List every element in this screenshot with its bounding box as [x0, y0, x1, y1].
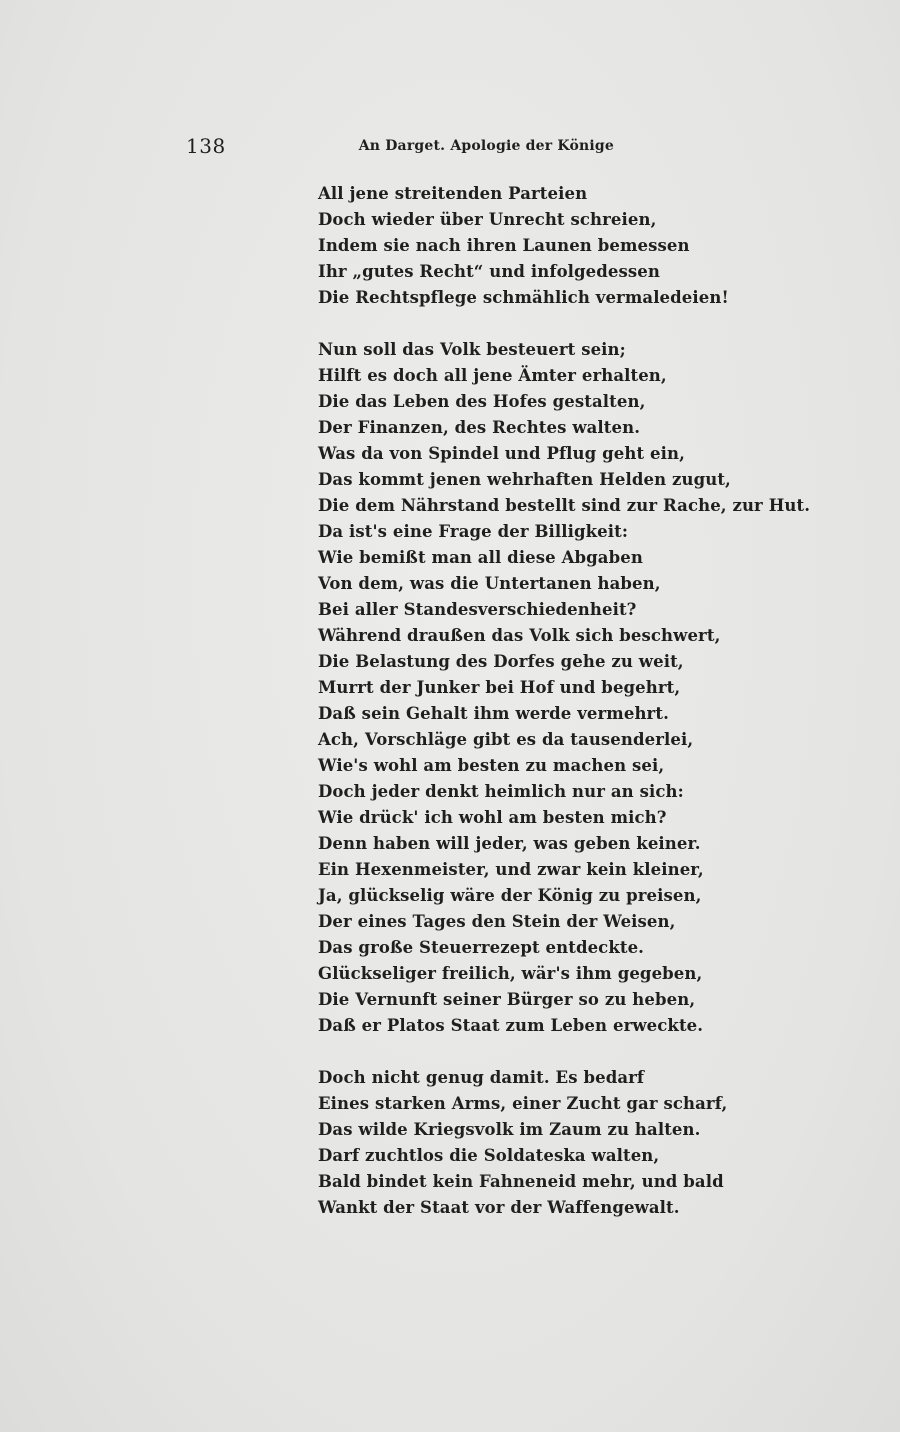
poem-line: Daß sein Gehalt ihm werde vermehrt. [318, 704, 669, 723]
poem-line: Was da von Spindel und Pflug geht ein, [318, 444, 685, 463]
stanza [318, 337, 811, 1039]
poem-line: Glückseliger freilich, wär's ihm gegeben, [318, 964, 703, 983]
poem-line: Wie drück' ich wohl am besten mich? [318, 808, 667, 827]
poem-line: All jene streitenden Parteien [318, 184, 588, 203]
poem-line: Ach, Vorschläge gibt es da tausenderlei, [318, 730, 694, 749]
poem-line: Doch nicht genug damit. Es bedarf [318, 1068, 645, 1087]
poem-line: Ihr „gutes Recht“ und infolgedessen [318, 262, 660, 281]
poem-line: Indem sie nach ihren Launen bemessen [318, 236, 690, 255]
poem-line: Bei aller Standesverschiedenheit? [318, 600, 637, 619]
poem-line: Doch jeder denkt heimlich nur an sich: [318, 782, 684, 801]
poem-line: Wankt der Staat vor der Waffengewalt. [318, 1198, 680, 1217]
poem-line: Die Vernunft seiner Bürger so zu heben, [318, 990, 696, 1009]
poem-line: Bald bindet kein Fahneneid mehr, und bald [318, 1172, 724, 1191]
poem-line: Die Belastung des Dorfes gehe zu weit, [318, 652, 684, 671]
poem-line: Darf zuchtlos die Soldateska walten, [318, 1146, 660, 1165]
poem-line: Doch wieder über Unrecht schreien, [318, 210, 657, 229]
poem-line: Daß er Platos Staat zum Leben erweckte. [318, 1016, 704, 1035]
stanza [318, 1065, 758, 1221]
poem-line: Ein Hexenmeister, und zwar kein kleiner, [318, 860, 704, 879]
poem-line: Der eines Tages den Stein der Weisen, [318, 912, 676, 931]
poem-line: Die Rechtspflege schmählich vermaledeien! [318, 288, 729, 307]
poem-line: Das große Steuerrezept entdeckte. [318, 938, 645, 957]
poem-line: Die das Leben des Hofes gestalten, [318, 392, 646, 411]
page-number: 138 [186, 134, 226, 158]
poem-line: Ja, glückselig wäre der König zu preisen, [318, 886, 702, 905]
poem-line: Während draußen das Volk sich beschwert, [318, 626, 721, 645]
poem-line: Murrt der Junker bei Hof und begehrt, [318, 678, 681, 697]
poem-line: Hilft es doch all jene Ämter erhalten, [318, 366, 667, 385]
poem-line: Der Finanzen, des Rechtes walten. [318, 418, 641, 437]
poem-text [318, 181, 811, 1221]
poem-line: Nun soll das Volk besteuert sein; [318, 340, 626, 359]
poem-line: Eines starken Arms, einer Zucht gar scharf, [318, 1094, 728, 1113]
poem-line: Das wilde Kriegsvolk im Zaum zu halten. [318, 1120, 701, 1139]
stanza [318, 181, 758, 311]
running-head [186, 134, 614, 160]
poem-line: Da ist's eine Frage der Billigkeit: [318, 522, 629, 541]
poem-line: Wie's wohl am besten zu machen sei, [318, 756, 665, 775]
poem-line: Die dem Nährstand bestellt sind zur Rache, zur Hut. [318, 496, 811, 515]
poem-line: Das kommt jenen wehrhaften Helden zugut, [318, 470, 731, 489]
poem-line: Von dem, was die Untertanen haben, [318, 574, 661, 593]
poem-line: Wie bemißt man all diese Abgaben [318, 548, 643, 567]
running-title: An Darget. Apologie der Könige [358, 138, 614, 154]
poem-line: Denn haben will jeder, was geben keiner. [318, 834, 701, 853]
